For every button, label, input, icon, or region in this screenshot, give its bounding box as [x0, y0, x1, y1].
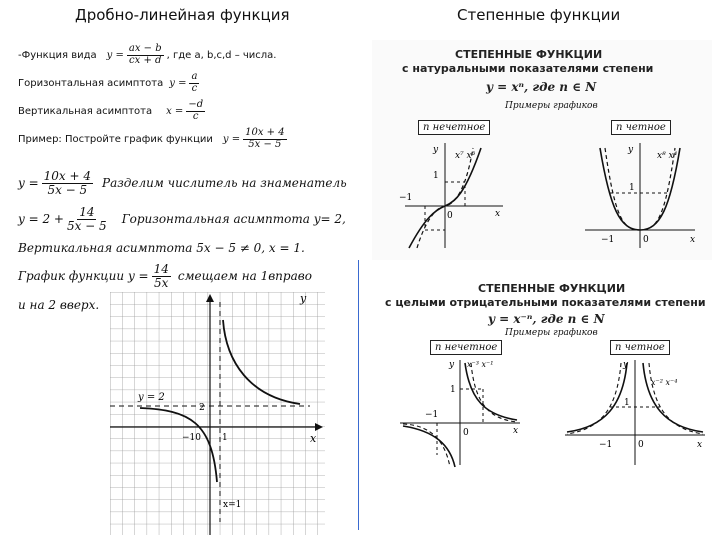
graph-val-x1: x=1 [223, 500, 242, 510]
form-fraction [127, 44, 164, 66]
panel2-sub: Примеры графиков [505, 328, 598, 338]
p1-even-zero: 0 [643, 235, 649, 245]
vasym-fraction [186, 100, 205, 122]
step1 [18, 170, 347, 196]
p1-odd-neg1: −1 [399, 193, 413, 203]
panel2-heading2: с целыми отрицательными показателями степени [385, 296, 706, 309]
vasym-denominator: c [192, 110, 199, 122]
vasym-row [18, 100, 208, 122]
form-suffix: , где a, b,c,d – числа. [166, 49, 277, 61]
p2-odd-x: x [513, 426, 519, 436]
step4-denominator: 5x [154, 275, 169, 290]
example-lhs: y = [222, 133, 241, 145]
hasym-row [18, 72, 202, 94]
graph-val-neg10: −10 [182, 433, 201, 443]
step4 [18, 263, 312, 289]
step2-numerator: 14 [79, 205, 95, 219]
p2-odd-neg1: −1 [425, 410, 439, 420]
p2-odd-curves: x⁻³ x⁻¹ [467, 360, 494, 369]
graph-val-1: 1 [222, 433, 228, 443]
step1-lhs: y = [18, 176, 39, 191]
example-row [18, 128, 290, 150]
form-prefix: -Функция вида [18, 49, 97, 61]
vasym-label: Вертикальная асимптота [18, 105, 153, 117]
panel1-odd-label: n нечетное [418, 120, 490, 135]
p2-even-one: 1 [624, 398, 630, 408]
example-denominator: 5x − 5 [248, 138, 282, 150]
form-numerator: ax − b [128, 43, 162, 54]
hasym-fraction [189, 72, 199, 94]
panel2-even-label: n четное [610, 340, 670, 355]
form-row [18, 44, 276, 66]
graph-val-2: 2 [199, 403, 205, 413]
step1-numerator: 10x + 4 [43, 169, 92, 183]
hyperbola-graph [110, 292, 325, 535]
panel1-sub: Примеры графиков [505, 101, 598, 111]
p1-odd-x: x [495, 209, 501, 219]
step5-text: и на 2 вверх. [18, 298, 100, 312]
grid-paper [110, 292, 325, 535]
hasym-numerator: a [191, 71, 198, 82]
panel2-graphs [395, 355, 710, 470]
p2-even-zero: 0 [638, 440, 644, 450]
step2 [18, 206, 346, 232]
step5 [18, 298, 99, 312]
p1-even-x: x [690, 235, 696, 245]
hasym-lhs: y = [169, 77, 187, 89]
step2-fraction [67, 206, 107, 232]
hasym-denominator: c [191, 82, 198, 94]
step3 [18, 241, 305, 255]
panel1-heading1: СТЕПЕННЫЕ ФУНКЦИИ [455, 48, 603, 61]
vasym-lhs: x = [166, 105, 184, 117]
graph-asym-label: y = 2 [138, 392, 165, 403]
p1-even-one: 1 [629, 183, 635, 193]
p2-even-x: x [697, 440, 703, 450]
graph-y-label: y [300, 292, 307, 305]
panel2-formula: y = x⁻ⁿ, где n ∈ N [488, 312, 605, 326]
p2-even-neg1: −1 [599, 440, 613, 450]
right-title: Степенные функции [457, 6, 621, 24]
step4-numerator: 14 [153, 262, 169, 276]
step4-fraction [152, 263, 171, 289]
step1-fraction [42, 170, 93, 196]
p1-odd-y: y [433, 145, 439, 155]
step2-denominator: 5x − 5 [66, 218, 107, 233]
p2-odd-neg-branch [403, 426, 455, 467]
step4-prefix: График функции y = [18, 269, 149, 284]
example-numerator: 10x + 4 [245, 127, 285, 138]
vasym-numerator: −d [188, 99, 204, 110]
p1-odd-zero: 0 [447, 211, 453, 221]
graph-x-label: x [310, 432, 317, 445]
panel2-heading1: СТЕПЕННЫЕ ФУНКЦИИ [478, 282, 626, 295]
step2-text: Горизонтальная асимптота y= 2, [121, 212, 346, 227]
example-fraction [243, 128, 286, 150]
example-label: Пример: Постройте график функции [18, 133, 213, 145]
p1-odd-one: 1 [433, 171, 439, 181]
p2-even-curves: x⁻² x⁻⁴ [651, 378, 678, 387]
panel2-odd-label: n нечетное [430, 340, 502, 355]
form-denominator: cx + d [129, 54, 162, 66]
panel1-graphs [395, 138, 710, 253]
hasym-label: Горизонтальная асимптота [18, 77, 164, 89]
p2-odd-y: y [449, 360, 455, 370]
p2-odd-zero: 0 [463, 428, 469, 438]
left-title: Дробно-линейная функция [75, 6, 290, 24]
p2-even-y: y [623, 360, 629, 370]
panel1-heading2: с натуральными показателями степени [402, 62, 654, 75]
step1-text: Разделим числитель на знаменатель [102, 176, 347, 191]
step4-suffix: смещаем на 1вправо [177, 269, 312, 284]
p1-even-neg1: −1 [601, 235, 615, 245]
panel1-formula: y = xⁿ, где n ∈ N [486, 80, 597, 94]
step3-text: Вертикальная асимптота 5x − 5 ≠ 0, x = 1. [18, 241, 305, 255]
step1-denominator: 5x − 5 [47, 182, 88, 197]
p2-odd-one: 1 [450, 385, 456, 395]
form-lhs: y = [106, 49, 124, 61]
panel1-even-label: n четное [611, 120, 671, 135]
p2-odd-pos-branch [465, 363, 517, 420]
step2-lhs: y = 2 + [18, 212, 64, 227]
p2-odd-neg-dashed [403, 424, 450, 467]
blue-separator [358, 260, 359, 530]
p1-even-curves: x⁸ x⁴ [657, 151, 678, 161]
p1-even-y: y [628, 145, 634, 155]
p1-odd-curves: x⁷ x³ [455, 151, 476, 161]
